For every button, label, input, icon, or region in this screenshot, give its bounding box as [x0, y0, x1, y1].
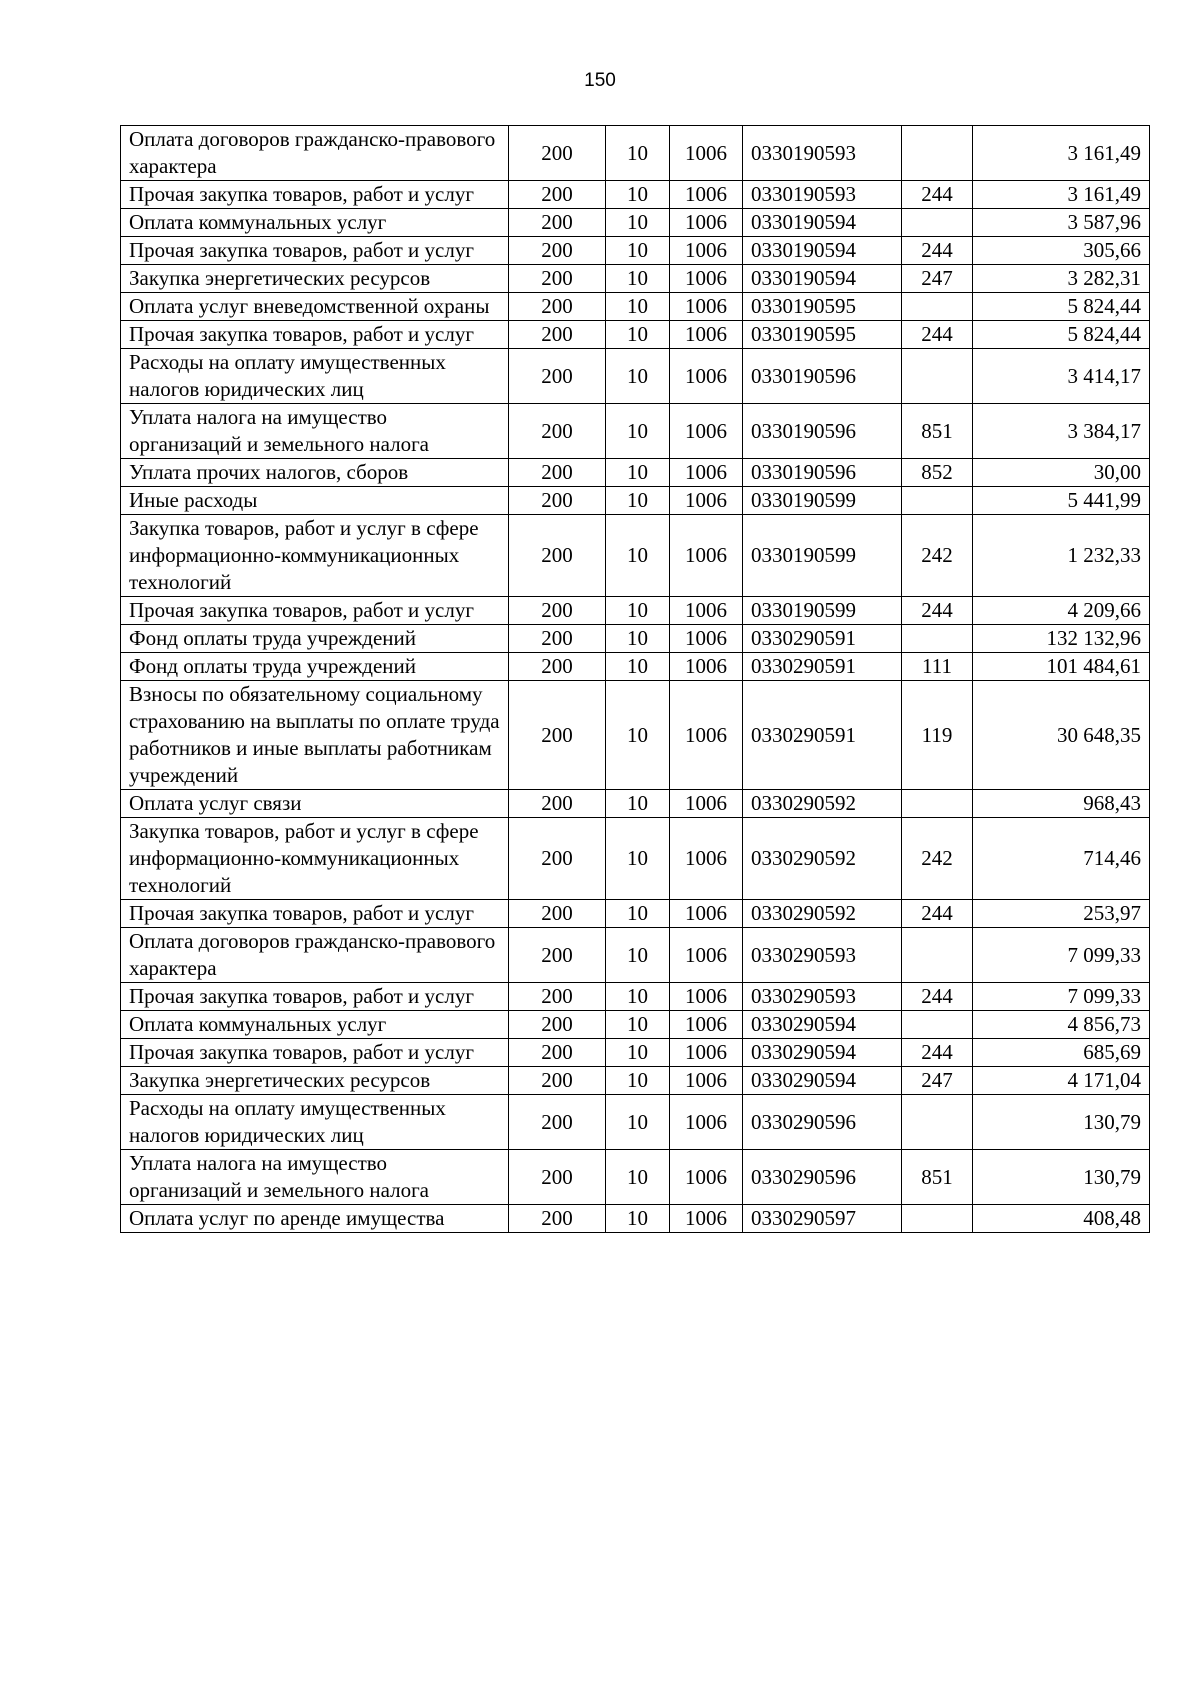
target-article-cell: 0330290591	[743, 653, 902, 681]
amount-cell: 4 209,66	[973, 597, 1150, 625]
target-article-cell: 0330290596	[743, 1095, 902, 1150]
target-article-cell: 0330290597	[743, 1205, 902, 1233]
target-article-cell: 0330190595	[743, 321, 902, 349]
expense-type-cell: 244	[902, 1039, 973, 1067]
expense-name-cell: Закупка товаров, работ и услуг в сфере информационно-коммуникационных технологий	[121, 818, 509, 900]
subsection-code-cell: 1006	[670, 1095, 743, 1150]
subsection-code-cell: 1006	[670, 181, 743, 209]
amount-cell: 5 824,44	[973, 321, 1150, 349]
ministry-code-cell: 200	[509, 790, 606, 818]
expense-name-cell: Фонд оплаты труда учреждений	[121, 653, 509, 681]
expense-type-cell: 242	[902, 515, 973, 597]
ministry-code-cell: 200	[509, 625, 606, 653]
ministry-code-cell: 200	[509, 1150, 606, 1205]
table-row	[121, 321, 1150, 349]
section-code-cell: 10	[606, 265, 670, 293]
table-row	[121, 597, 1150, 625]
expense-name-cell: Оплата услуг связи	[121, 790, 509, 818]
subsection-code-cell: 1006	[670, 681, 743, 790]
table-row	[121, 983, 1150, 1011]
table-row	[121, 900, 1150, 928]
table-row	[121, 928, 1150, 983]
amount-cell: 7 099,33	[973, 983, 1150, 1011]
target-article-cell: 0330190595	[743, 293, 902, 321]
expense-name-cell: Расходы на оплату имущественных налогов юридических лиц	[121, 1095, 509, 1150]
section-code-cell: 10	[606, 126, 670, 181]
expense-type-cell	[902, 349, 973, 404]
section-code-cell: 10	[606, 928, 670, 983]
ministry-code-cell: 200	[509, 293, 606, 321]
expense-type-cell: 244	[902, 237, 973, 265]
ministry-code-cell: 200	[509, 515, 606, 597]
target-article-cell: 0330190594	[743, 209, 902, 237]
table-row	[121, 404, 1150, 459]
section-code-cell: 10	[606, 1067, 670, 1095]
expense-name-cell: Уплата прочих налогов, сборов	[121, 459, 509, 487]
expense-name-cell: Оплата услуг по аренде имущества	[121, 1205, 509, 1233]
subsection-code-cell: 1006	[670, 487, 743, 515]
subsection-code-cell: 1006	[670, 126, 743, 181]
section-code-cell: 10	[606, 515, 670, 597]
target-article-cell: 0330290594	[743, 1067, 902, 1095]
subsection-code-cell: 1006	[670, 293, 743, 321]
subsection-code-cell: 1006	[670, 1067, 743, 1095]
ministry-code-cell: 200	[509, 597, 606, 625]
expense-type-cell	[902, 126, 973, 181]
ministry-code-cell: 200	[509, 1205, 606, 1233]
subsection-code-cell: 1006	[670, 237, 743, 265]
target-article-cell: 0330190596	[743, 459, 902, 487]
expense-type-cell: 244	[902, 321, 973, 349]
budget-table	[120, 125, 1150, 1233]
expense-type-cell: 244	[902, 597, 973, 625]
amount-cell: 7 099,33	[973, 928, 1150, 983]
table-row	[121, 681, 1150, 790]
table-row	[121, 181, 1150, 209]
subsection-code-cell: 1006	[670, 1011, 743, 1039]
table-row	[121, 487, 1150, 515]
expense-type-cell: 851	[902, 1150, 973, 1205]
expense-name-cell: Оплата коммунальных услуг	[121, 209, 509, 237]
subsection-code-cell: 1006	[670, 265, 743, 293]
section-code-cell: 10	[606, 349, 670, 404]
section-code-cell: 10	[606, 293, 670, 321]
target-article-cell: 0330190599	[743, 487, 902, 515]
ministry-code-cell: 200	[509, 265, 606, 293]
expense-name-cell: Уплата налога на имущество организаций и земельного налога	[121, 1150, 509, 1205]
table-row	[121, 653, 1150, 681]
amount-cell: 968,43	[973, 790, 1150, 818]
table-row	[121, 515, 1150, 597]
section-code-cell: 10	[606, 1039, 670, 1067]
subsection-code-cell: 1006	[670, 1039, 743, 1067]
expense-type-cell: 244	[902, 181, 973, 209]
budget-table-body	[121, 126, 1150, 1233]
table-row	[121, 349, 1150, 404]
subsection-code-cell: 1006	[670, 597, 743, 625]
table-row	[121, 625, 1150, 653]
subsection-code-cell: 1006	[670, 1150, 743, 1205]
table-row	[121, 818, 1150, 900]
expense-name-cell: Прочая закупка товаров, работ и услуг	[121, 900, 509, 928]
section-code-cell: 10	[606, 321, 670, 349]
table-row	[121, 1039, 1150, 1067]
table-row	[121, 1011, 1150, 1039]
section-code-cell: 10	[606, 625, 670, 653]
amount-cell: 305,66	[973, 237, 1150, 265]
ministry-code-cell: 200	[509, 1095, 606, 1150]
table-row	[121, 293, 1150, 321]
amount-cell: 30 648,35	[973, 681, 1150, 790]
ministry-code-cell: 200	[509, 818, 606, 900]
expense-name-cell: Фонд оплаты труда учреждений	[121, 625, 509, 653]
ministry-code-cell: 200	[509, 1039, 606, 1067]
amount-cell: 5 441,99	[973, 487, 1150, 515]
target-article-cell: 0330190594	[743, 237, 902, 265]
amount-cell: 253,97	[973, 900, 1150, 928]
page-number: 150	[584, 70, 616, 91]
expense-name-cell: Оплата услуг вневедомственной охраны	[121, 293, 509, 321]
expense-type-cell	[902, 1011, 973, 1039]
amount-cell: 5 824,44	[973, 293, 1150, 321]
expense-type-cell	[902, 487, 973, 515]
target-article-cell: 0330290594	[743, 1039, 902, 1067]
expense-name-cell: Оплата договоров гражданско-правового характера	[121, 126, 509, 181]
section-code-cell: 10	[606, 1205, 670, 1233]
ministry-code-cell: 200	[509, 983, 606, 1011]
ministry-code-cell: 200	[509, 928, 606, 983]
target-article-cell: 0330290591	[743, 625, 902, 653]
subsection-code-cell: 1006	[670, 349, 743, 404]
amount-cell: 1 232,33	[973, 515, 1150, 597]
amount-cell: 3 161,49	[973, 126, 1150, 181]
expense-type-cell: 244	[902, 983, 973, 1011]
section-code-cell: 10	[606, 983, 670, 1011]
subsection-code-cell: 1006	[670, 209, 743, 237]
expense-type-cell: 242	[902, 818, 973, 900]
section-code-cell: 10	[606, 181, 670, 209]
expense-name-cell: Прочая закупка товаров, работ и услуг	[121, 237, 509, 265]
ministry-code-cell: 200	[509, 1011, 606, 1039]
ministry-code-cell: 200	[509, 900, 606, 928]
subsection-code-cell: 1006	[670, 515, 743, 597]
section-code-cell: 10	[606, 900, 670, 928]
subsection-code-cell: 1006	[670, 1205, 743, 1233]
table-row	[121, 209, 1150, 237]
amount-cell: 3 161,49	[973, 181, 1150, 209]
amount-cell: 3 282,31	[973, 265, 1150, 293]
amount-cell: 130,79	[973, 1150, 1150, 1205]
table-row	[121, 1067, 1150, 1095]
section-code-cell: 10	[606, 653, 670, 681]
section-code-cell: 10	[606, 1011, 670, 1039]
subsection-code-cell: 1006	[670, 625, 743, 653]
expense-type-cell	[902, 790, 973, 818]
section-code-cell: 10	[606, 790, 670, 818]
subsection-code-cell: 1006	[670, 790, 743, 818]
expense-name-cell: Оплата коммунальных услуг	[121, 1011, 509, 1039]
target-article-cell: 0330290593	[743, 928, 902, 983]
expense-type-cell	[902, 1095, 973, 1150]
section-code-cell: 10	[606, 681, 670, 790]
expense-name-cell: Иные расходы	[121, 487, 509, 515]
section-code-cell: 10	[606, 209, 670, 237]
ministry-code-cell: 200	[509, 1067, 606, 1095]
section-code-cell: 10	[606, 597, 670, 625]
expense-type-cell: 851	[902, 404, 973, 459]
table-row	[121, 459, 1150, 487]
section-code-cell: 10	[606, 818, 670, 900]
ministry-code-cell: 200	[509, 404, 606, 459]
amount-cell: 408,48	[973, 1205, 1150, 1233]
ministry-code-cell: 200	[509, 321, 606, 349]
expense-type-cell	[902, 928, 973, 983]
section-code-cell: 10	[606, 459, 670, 487]
ministry-code-cell: 200	[509, 181, 606, 209]
expense-type-cell: 244	[902, 900, 973, 928]
ministry-code-cell: 200	[509, 681, 606, 790]
amount-cell: 3 384,17	[973, 404, 1150, 459]
expense-name-cell: Оплата договоров гражданско-правового характера	[121, 928, 509, 983]
section-code-cell: 10	[606, 487, 670, 515]
amount-cell: 685,69	[973, 1039, 1150, 1067]
section-code-cell: 10	[606, 1095, 670, 1150]
table-row	[121, 126, 1150, 181]
ministry-code-cell: 200	[509, 653, 606, 681]
subsection-code-cell: 1006	[670, 459, 743, 487]
expense-name-cell: Взносы по обязательному социальному страхованию на выплаты по оплате труда работников и иные выплаты работникам учреждений	[121, 681, 509, 790]
ministry-code-cell: 200	[509, 459, 606, 487]
expense-type-cell: 247	[902, 1067, 973, 1095]
expense-name-cell: Закупка энергетических ресурсов	[121, 265, 509, 293]
ministry-code-cell: 200	[509, 237, 606, 265]
amount-cell: 132 132,96	[973, 625, 1150, 653]
target-article-cell: 0330290596	[743, 1150, 902, 1205]
amount-cell: 101 484,61	[973, 653, 1150, 681]
subsection-code-cell: 1006	[670, 404, 743, 459]
table-row	[121, 1150, 1150, 1205]
expense-name-cell: Уплата налога на имущество организаций и земельного налога	[121, 404, 509, 459]
expense-type-cell	[902, 293, 973, 321]
subsection-code-cell: 1006	[670, 321, 743, 349]
target-article-cell: 0330290591	[743, 681, 902, 790]
table-row	[121, 265, 1150, 293]
target-article-cell: 0330190596	[743, 404, 902, 459]
subsection-code-cell: 1006	[670, 818, 743, 900]
expense-name-cell: Прочая закупка товаров, работ и услуг	[121, 983, 509, 1011]
target-article-cell: 0330290592	[743, 818, 902, 900]
expense-type-cell: 119	[902, 681, 973, 790]
expense-type-cell: 852	[902, 459, 973, 487]
subsection-code-cell: 1006	[670, 653, 743, 681]
target-article-cell: 0330190593	[743, 126, 902, 181]
expense-name-cell: Расходы на оплату имущественных налогов юридических лиц	[121, 349, 509, 404]
expense-name-cell: Прочая закупка товаров, работ и услуг	[121, 1039, 509, 1067]
table-row	[121, 1205, 1150, 1233]
amount-cell: 3 587,96	[973, 209, 1150, 237]
amount-cell: 3 414,17	[973, 349, 1150, 404]
section-code-cell: 10	[606, 1150, 670, 1205]
amount-cell: 4 171,04	[973, 1067, 1150, 1095]
expense-name-cell: Закупка энергетических ресурсов	[121, 1067, 509, 1095]
table-row	[121, 1095, 1150, 1150]
target-article-cell: 0330290592	[743, 790, 902, 818]
table-row	[121, 790, 1150, 818]
ministry-code-cell: 200	[509, 126, 606, 181]
target-article-cell: 0330190593	[743, 181, 902, 209]
target-article-cell: 0330190599	[743, 597, 902, 625]
expense-type-cell	[902, 209, 973, 237]
target-article-cell: 0330190596	[743, 349, 902, 404]
section-code-cell: 10	[606, 404, 670, 459]
subsection-code-cell: 1006	[670, 983, 743, 1011]
expense-name-cell: Прочая закупка товаров, работ и услуг	[121, 321, 509, 349]
ministry-code-cell: 200	[509, 349, 606, 404]
expense-name-cell: Прочая закупка товаров, работ и услуг	[121, 181, 509, 209]
expense-type-cell: 247	[902, 265, 973, 293]
subsection-code-cell: 1006	[670, 928, 743, 983]
expense-type-cell	[902, 625, 973, 653]
ministry-code-cell: 200	[509, 209, 606, 237]
amount-cell: 130,79	[973, 1095, 1150, 1150]
target-article-cell: 0330290593	[743, 983, 902, 1011]
amount-cell: 30,00	[973, 459, 1150, 487]
amount-cell: 714,46	[973, 818, 1150, 900]
target-article-cell: 0330190599	[743, 515, 902, 597]
subsection-code-cell: 1006	[670, 900, 743, 928]
expense-name-cell: Закупка товаров, работ и услуг в сфере информационно-коммуникационных технологий	[121, 515, 509, 597]
ministry-code-cell: 200	[509, 487, 606, 515]
section-code-cell: 10	[606, 237, 670, 265]
expense-type-cell	[902, 1205, 973, 1233]
target-article-cell: 0330290594	[743, 1011, 902, 1039]
target-article-cell: 0330290592	[743, 900, 902, 928]
expense-name-cell: Прочая закупка товаров, работ и услуг	[121, 597, 509, 625]
amount-cell: 4 856,73	[973, 1011, 1150, 1039]
target-article-cell: 0330190594	[743, 265, 902, 293]
table-row	[121, 237, 1150, 265]
expense-type-cell: 111	[902, 653, 973, 681]
